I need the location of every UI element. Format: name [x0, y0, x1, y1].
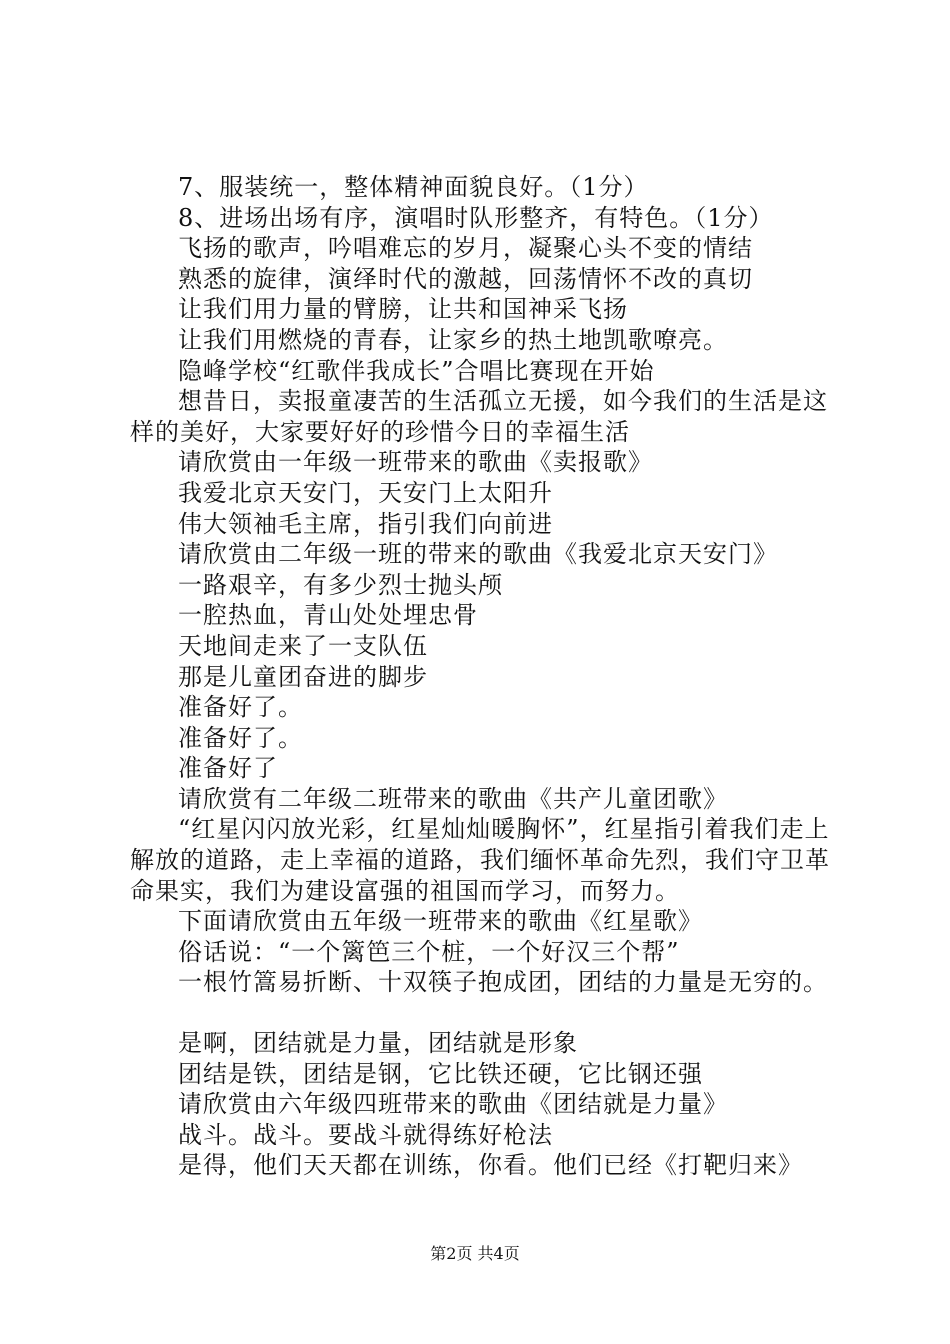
paragraph: 请欣赏由一年级一班带来的歌曲《卖报歌》	[178, 448, 653, 477]
paragraph: 是得，他们天天都在训练，你看。他们已经《打靶归来》	[178, 1151, 803, 1180]
paragraph: 战斗。战斗。要战斗就得练好枪法	[178, 1120, 553, 1149]
paragraph: 天地间走来了一支队伍	[178, 631, 428, 660]
paragraph: 一路艰辛，有多少烈士抛头颅	[178, 570, 503, 599]
paragraph: “红星闪闪放光彩，红星灿灿暖胸怀”，红星指引着我们走上解放的道路，走上幸福的道路，我们缅怀革命先烈，我们守卫革命果实，我们为建设富强的祖国而学习，而努力。	[130, 815, 830, 905]
paragraph: 团结是铁，团结是钢，它比铁还硬，它比钢还强	[178, 1059, 703, 1088]
paragraph: 隐峰学校“红歌伴我成长”合唱比赛现在开始	[178, 356, 655, 385]
paragraph: 那是儿童团奋进的脚步	[178, 662, 428, 691]
paragraph: 7、服装统一，整体精神面貌良好。（1分）	[178, 173, 649, 201]
paragraph: 一腔热血，青山处处埋忠骨	[178, 601, 478, 630]
paragraph: 准备好了。	[178, 723, 303, 752]
paragraph: 是啊，团结就是力量，团结就是形象	[178, 1029, 578, 1058]
paragraph: 一根竹篙易折断、十双筷子抱成团，团结的力量是无穷的。	[178, 968, 828, 997]
paragraph: 请欣赏有二年级二班带来的歌曲《共产儿童团歌》	[178, 784, 728, 813]
paragraph: 请欣赏由二年级一班的带来的歌曲《我爱北京天安门》	[178, 540, 778, 569]
paragraph: 我爱北京天安门，天安门上太阳升	[178, 478, 553, 507]
paragraph: 下面请欣赏由五年级一班带来的歌曲《红星歌》	[178, 907, 703, 936]
paragraph: 8、进场出场有序，演唱时队形整齐，有特色。（1分）	[178, 203, 774, 232]
paragraph: 俗话说：“一个篱笆三个桩，一个好汉三个帮”	[178, 937, 680, 966]
paragraph: 让我们用燃烧的青春，让家乡的热土地凯歌嘹亮。	[178, 325, 728, 354]
paragraph: 伟大领袖毛主席，指引我们向前进	[178, 509, 553, 538]
paragraph: 飞扬的歌声，吟唱难忘的岁月，凝聚心头不变的情结	[178, 234, 753, 263]
paragraph: 想昔日，卖报童凄苦的生活孤立无援，如今我们的生活是这样的美好，大家要好好的珍惜今日的幸福生活	[130, 387, 828, 446]
page-number-footer: 第2页 共4页	[430, 1244, 520, 1263]
paragraph: 让我们用力量的臂膀，让共和国神采飞扬	[178, 295, 628, 324]
document-body	[130, 172, 850, 1181]
paragraph: 准备好了。	[178, 693, 303, 722]
paragraph: 熟悉的旋律，演绎时代的激越，回荡情怀不改的真切	[178, 264, 753, 293]
paragraph: 准备好了	[178, 754, 278, 783]
paragraph: 请欣赏由六年级四班带来的歌曲《团结就是力量》	[178, 1090, 728, 1119]
